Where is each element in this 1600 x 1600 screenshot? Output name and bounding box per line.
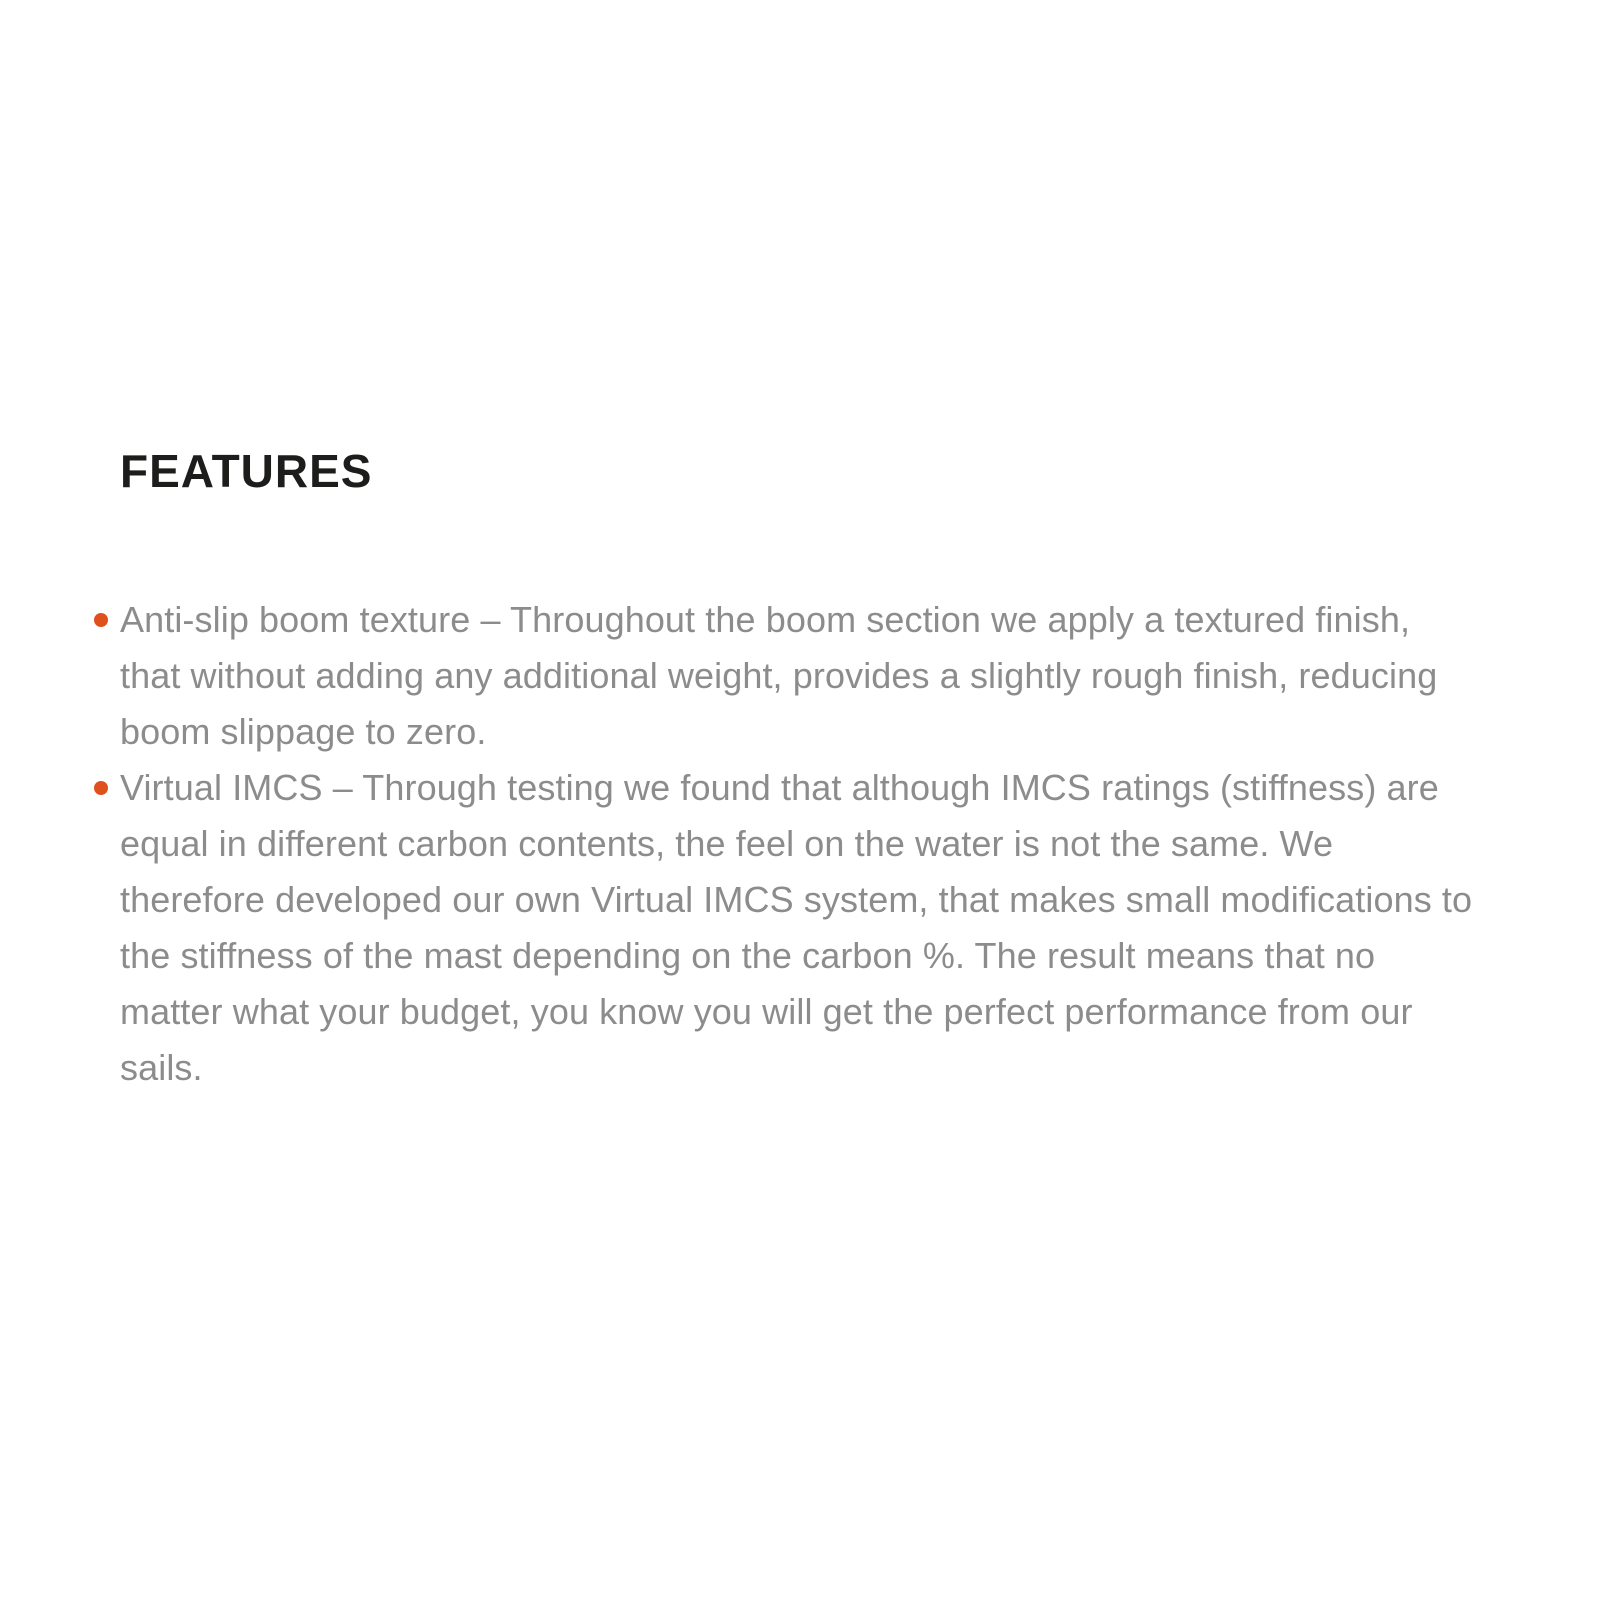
features-list bbox=[120, 592, 1480, 1096]
feature-item-text: Virtual IMCS – Through testing we found that although IMCS ratings (stiffness) are equal in different carbon contents, the feel on the water is not the same. We therefore developed our own Virtual IMCS system, that makes small modifications to the stiffness of the mast depending on the carbon %. The result means that no matter what your budget, you know you will get the perfect performance from our sails. bbox=[120, 767, 1473, 1088]
bullet-icon bbox=[94, 781, 108, 795]
feature-item-anti-slip-boom-texture bbox=[120, 592, 1480, 760]
feature-item-text: Anti-slip boom texture – Throughout the boom section we apply a textured finish, that without adding any additional weight, provides a slightly rough finish, reducing boom slippage to zero. bbox=[120, 599, 1438, 752]
features-heading: FEATURES bbox=[120, 445, 373, 497]
bullet-icon bbox=[94, 613, 108, 627]
feature-item-virtual-imcs bbox=[120, 760, 1480, 1096]
